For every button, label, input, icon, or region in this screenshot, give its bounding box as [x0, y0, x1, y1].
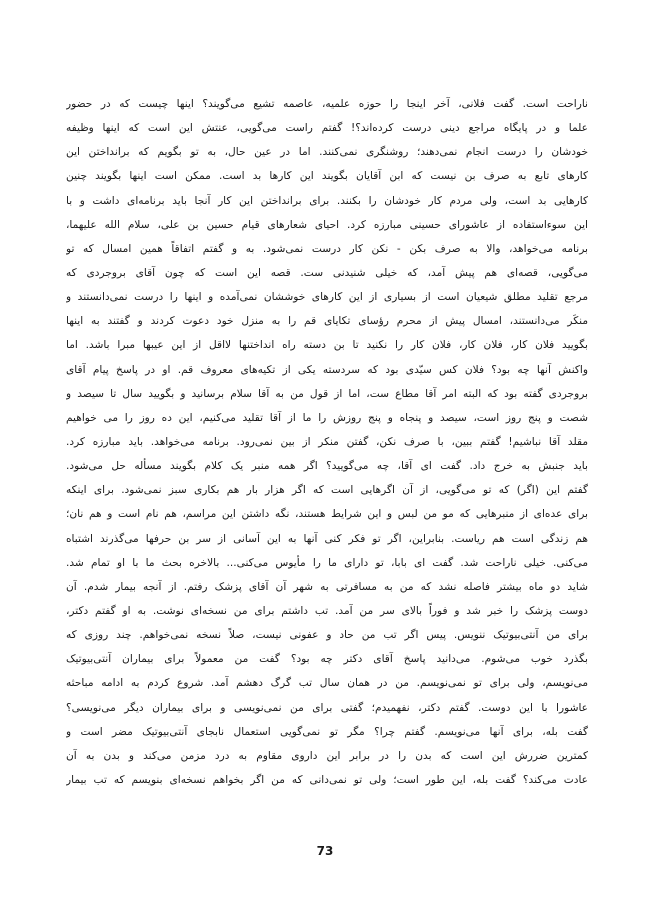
text-line: خودشان را درست انجام نمی‌دهند؛ روشنگری نمی‌کنند. اما در عین حال، به تو بگویم که برانداختن این: [66, 146, 588, 159]
text-line: کارهایی بد است، ولی مردم کار خودشان را بکنند. برای برانداختن این کار آنجا باید برنامه‌ای داشت و با: [66, 194, 588, 207]
text-line: کارهای تابع به صرف بن نیست که ابن آقایان بگویند این کارها بد است. ممکن است اینها بگویند چنین: [66, 170, 588, 183]
text-line: باید جنبش به خرج داد. گفت ای آقا، چه می‌گویید؟ اگر همه منبر یک کلام بگویند مسأله حل می‌شود.: [66, 460, 588, 473]
text-line: شاید دو ماه بیشتر فاصله نشد که من به مسافرتی به شهر آن آقای پزشک رفتم. از آنجه بیمار شدم. آن: [66, 580, 588, 593]
text-line: مقلد آقا نباشیم! گفتم ببین، با صرف نکن، گفتن منکر از بین نمی‌رود. برنامه می‌خواهد. باید مبارزه کرد.: [66, 435, 588, 448]
text-line: برای عده‌ای از منبرهایی که مو من لبس و این شرایط هستند، نگه داشتن این مراسم، هم نام است و هم نان؛: [66, 508, 588, 521]
text-line: می‌گویی، قصه‌ای هم پیش آمد، که خیلی شنیدنی ست. قصه این است که چون آقای بروجردی که: [66, 266, 588, 279]
text-line: عادت می‌کند؟ گفت بله، این طور است؛ ولی تو نمی‌دانی که من اگر بخواهم نسخه‌ای بنویسم که تب بیمار: [66, 773, 588, 786]
text-line: عاشورا با این دوست. گفتم دکتر، نفهمیدم؛ گفتی برای من نمی‌نویسی و برای بیماران دیگر می‌نویسی؟: [66, 701, 588, 714]
text-line: بروجردی گفته بود که البته امر آقا مطاع ست، اما از قول من به آقا سلام برسانید و بگویید سال تا سیصد و: [66, 387, 588, 400]
text-line: می‌کنی. خیلی ناراحت شد. گفت ای بابا، تو دارای ما را مأیوس می‌کنی... بالاخره بحث ما با او تمام شد.: [66, 556, 588, 569]
text-line: واکنش آنها چه بود؟ فلان کس سیّدی بود که سردسته یکی از تکیه‌های معروف قم. او در پاسخ پیام آقای: [66, 363, 588, 376]
text-line: هم زندگی است هم ریاست. بنابراین، اگر تو فکر کنی آنها به این آسانی از سر بن حرفها می‌گذرند اشتباه: [66, 532, 588, 545]
text-line: علما و در پایگاه مراجع دینی درست کرده‌اند؟! گفتم راست می‌گویی، عنتش این است که اینها وظیفه: [66, 122, 588, 135]
text-line: بگذرد خوب می‌شوم. می‌دانید پاسخ آقای دکتر چه بود؟ گفت من معمولاً برای بیماران آنتی‌بیوتیک: [66, 653, 588, 666]
text-line: دوست پزشک را خبر شد و فوراً بالای سر من آمد. تب داشتم برای من نسخه‌ای نوشت. به او گفتم دکتر،: [66, 604, 588, 617]
text-line: این سوءاستفاده از عاشورای حسینی مبارزه کرد. احیای شعارهای قیام حسین بن علی، سلام الله علیهما،: [66, 218, 588, 231]
body-text: [66, 92, 588, 792]
text-line: می‌نویسم، ولی برای تو نمی‌نویسم. من در همان سال تب گرگ دهشم آمد. شروع کردم به ادامه مباحثه: [66, 677, 588, 690]
text-line: بگویید فلان کار، فلان کار، فلان کار را نکنید تا بن دسته راه انداختنها لااقل از این عیبها مبرا باشد. اما: [66, 339, 588, 352]
text-line: برای من آنتی‌بیوتیک ننویس. پیس اگر تب من حاد و عفونی نیست، صلاً نسخه نمی‌خواهم. چند روزی که: [66, 629, 588, 642]
page-number: 73: [316, 844, 334, 858]
text-line: کمترین ضررش این است که بدن را در برابر این داروی مقاوم به درد مزمن می‌کند و بدن به آن: [66, 749, 588, 762]
text-line: گفت بله، برای آنها می‌نویسم. گفتم چرا؟ مگر تو نمی‌گویی استعمال نابجای آنتی‌بیوتیک مضر است و: [66, 725, 588, 738]
text-line: ناراحت است. گفت فلانی، آخر اینجا را حوزه علمیه، عاصمه تشیع می‌گویند؟ اینها چیست که در حضور: [66, 98, 588, 110]
text-line: مرجع تقلید مطلق شیعیان است از بسیاری از این کارهای خوششان نمی‌آمده و اینها را درست نمی‌دانستند و: [66, 291, 588, 304]
text-line: گفتم این (اگر) که تو می‌گویی، از آن اگرهایی است که اگر هزار بار هم بکاری سبز نمی‌شود. برای اینکه: [66, 484, 588, 497]
text-line: شصت و پنج روز است، سیصد و پنجاه و پنج روزش را ما از آقا تقلید می‌کنیم، این ده روز را می خواهیم: [66, 411, 588, 424]
text-line: برنامه می‌خواهد، والا به صرف بکن - نکن کار درست نمی‌شود. به و گفتم اتفاقاً همین امسال که تو: [66, 242, 588, 255]
text-line: منکَر می‌دانستند، امسال پیش از محرم رؤسای تکایای قم را به منزل خود دعوت کردند و گفتند به اینها: [66, 315, 588, 328]
